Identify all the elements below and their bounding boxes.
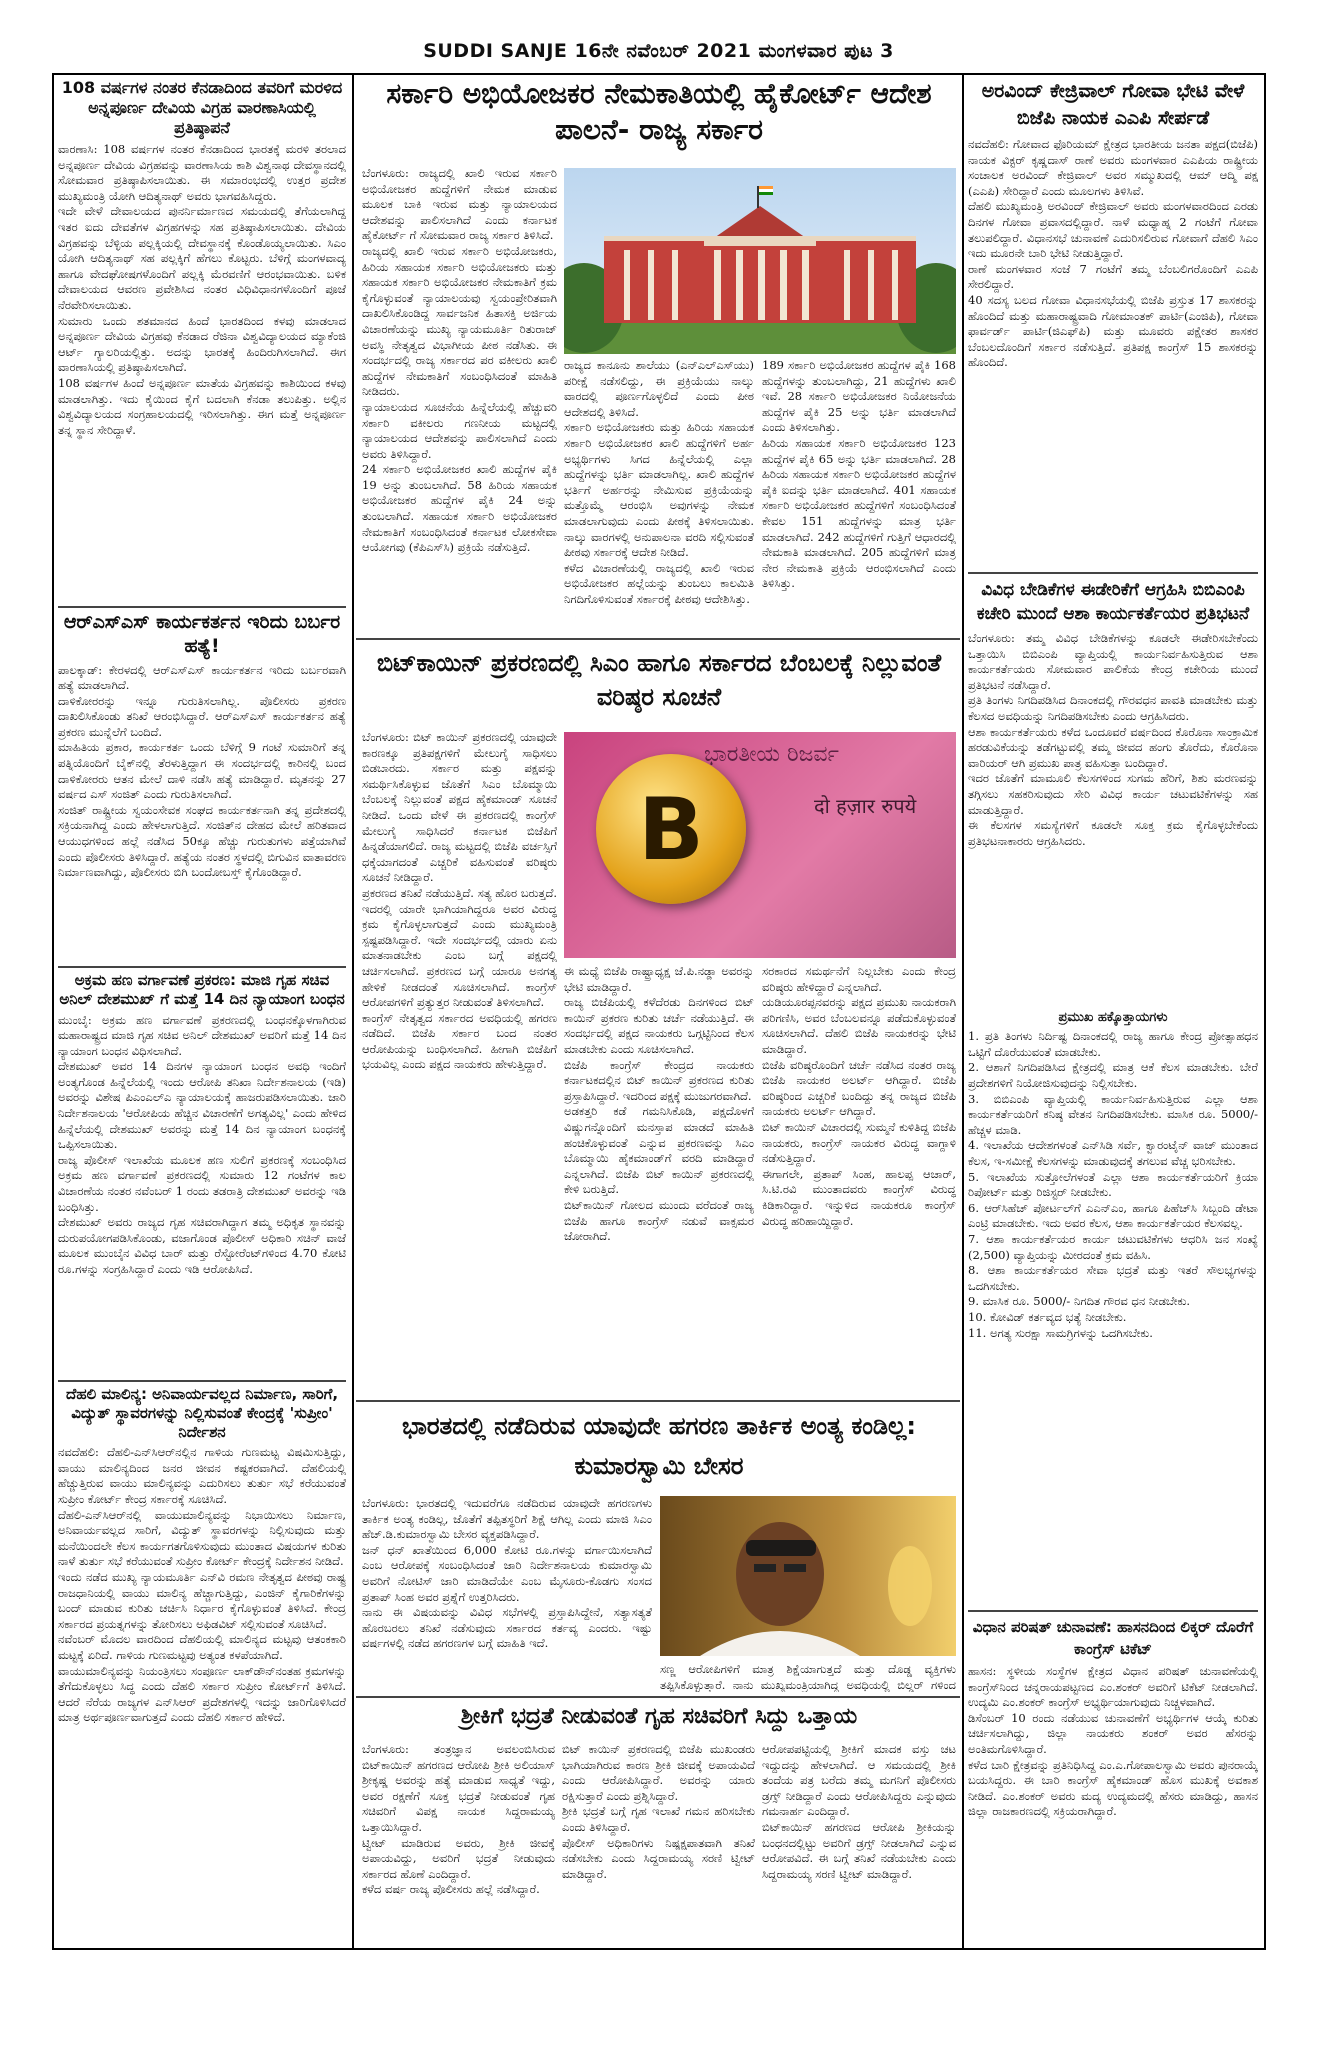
bitcoin-headline-block [362,646,956,714]
body-sriki-col1: ಬೆಂಗಳೂರು: ತಂತ್ರಜ್ಞಾನ ಅವಲಂಬಿಸಿರುವ ಬಿಟ್‌ಕಾಯಿನ್ ಹಗರಣದ ಆರೋಪಿ ಶ್ರೀಕಿ ಅಲಿಯಾಸ್ ಶ್ರೀಕೃಷ್ಣ ಅವರನ್ನು ಹತ್ಯೆ ಮಾಡುವ ಸಾಧ್ಯತೆ ಇದ್ದು, ಅವರ ರಕ್ಷಣೆಗೆ ಸೂಕ್ತ ಭದ್ರತೆ ನೀಡುವಂತೆ ಗೃಹ ಸಚಿವರಿಗೆ ವಿಪಕ್ಷ ನಾಯಕ ಸಿದ್ದರಾಮಯ್ಯ ಒತ್ತಾಯಿಸಿದ್ದಾರೆ. ಟ್ವೀಟ್ ಮಾಡಿರುವ ಅವರು, ಶ್ರೀಕಿ ಜೀವಕ್ಕೆ ಅಪಾಯವಿದ್ದು, ಅವರಿಗೆ ಭದ್ರತೆ ನೀಡುವುದು ಸರ್ಕಾರದ ಹೊಣೆ ಎಂದಿದ್ದಾರೆ. ಕಳೆದ ವರ್ಷ ರಾಜ್ಯ ಪೊಲೀಸರು ಹಲ್ಲೆ ನಡೆಸಿದ್ದಾರೆ. [362,1742,555,1897]
right-article-council [968,1616,1258,1934]
masthead-title: SUDDI SANJE 16ನೇ ನವೆಂಬರ್ 2021 ಮಂಗಳವಾರ ಪುಟ 3 [423,40,894,62]
headline-rss: ಆರ್‌ಎಸ್‌ಎಸ್ ಕಾರ್ಯಕರ್ತನ ಇರಿದು ಬರ್ಬರ ಹತ್ಯೆ! [63,611,341,657]
asha-demands-list: 1. ಪ್ರತಿ ತಿಂಗಳು ನಿರ್ದಿಷ್ಟ ದಿನಾಂಕದಲ್ಲಿ ರಾಜ್ಯ ಹಾಗೂ ಕೇಂದ್ರ ಪ್ರೋತ್ಸಾಹಧನ ಒಟ್ಟಿಗೆ ದೊರೆಯುವಂತೆ ಮಾಡಬೇಕು. 2. ಆಶಾಗೆ ನಿಗದಿಪಡಿಸಿದ ಕ್ಷೇತ್ರದಲ್ಲಿ ಮಾತ್ರ ಆಕೆ ಕೆಲಸ ಮಾಡಬೇಕು. ಬೇರೆ ಪ್ರದೇಶಗಳಿಗೆ ನಿಯೋಜಿಸುವುದನ್ನು ನಿಲ್ಲಿಸಬೇಕು. 3. ಬಿಬಿಎಂಪಿ ವ್ಯಾಪ್ತಿಯಲ್ಲಿ ಕಾರ್ಯನಿರ್ವಹಿಸುತ್ತಿರುವ ಎಲ್ಲಾ ಆಶಾ ಕಾರ್ಯಕರ್ತೆಯರಿಗೆ ಕನಿಷ್ಠ ವೇತನ ನಿಗದಿಪಡಿಸಬೇಕು. ಮಾಸಿಕ ರೂ. 5000/- ಹೆಚ್ಚಳ ಮಾಡಿ. 4. ಇಲಾಖೆಯ ಆದೇಶಗಳಂತೆ ಎನ್‌ಸಿಡಿ ಸರ್ವೆ, ಕ್ವಾರಂಟೈನ್ ವಾಚ್ ಮುಂತಾದ ಕೆಲಸ, ಇ-ಸಮೀಕ್ಷೆ ಕೆಲಸಗಳನ್ನು ಮಾಡುವುದಕ್ಕೆ ತಗಲುವ ವೆಚ್ಚ ಭರಿಸಬೇಕು. 5. ಇಲಾಖೆಯ ಸುತ್ತೋಲೆಗಳಂತೆ ಎಲ್ಲಾ ಆಶಾ ಕಾರ್ಯಕರ್ತೆಯರಿಗೆ ಕ್ರಿಯಾ ರಿಪೋರ್ಟ್ ಮತ್ತು ರಿಜಿಸ್ಟರ್ ನೀಡಬೇಕು. 6. ಆರ್‌ಸಿಹೆಚ್ ಪೋರ್ಟಲ್‌ಗೆ ಎಎನ್‌ಎಂ, ಹಾಗೂ ಪಿಹೆಚ್‌ಸಿ ಸಿಬ್ಬಂದಿ ಡೇಟಾ ಎಂಟ್ರಿ ಮಾಡಬೇಕು. ಇದು ಅವರ ಕೆಲಸ, ಆಶಾ ಕಾರ್ಯಕರ್ತೆಯರ ಕೆಲಸವಲ್ಲ. 7. ಆಶಾ ಕಾರ್ಯಕರ್ತೆಯರ ಕಾರ್ಯ ಚಟುವಟಿಕೆಗಳು ಆಧರಿಸಿ ಜನ ಸಂಖ್ಯೆ (2,500) ವ್ಯಾಪ್ತಿಯನ್ನು ಮೀರದಂತೆ ಕ್ರಮ ವಹಿಸಿ. 8. ಆಶಾ ಕಾರ್ಯಕರ್ತೆಯರ ಸೇವಾ ಭದ್ರತೆ ಮತ್ತು ಇತರೆ ಸೌಲಭ್ಯಗಳನ್ನು ಒದಗಿಸಬೇಕು. 9. ಮಾಸಿಕ ರೂ. 5000/- ನಿಗದಿತ ಗೌರವ ಧನ ನೀಡಬೇಕು. 10. ಕೋವಿಡ್ ಕರ್ತವ್ಯದ ಭತ್ಯೆ ನೀಡಬೇಕು. 11. ಅಗತ್ಯ ಸುರಕ್ಷಾ ಸಾಮಗ್ರಿಗಳನ್ನು ಒದಗಿಸಬೇಕು. [968,1029,1258,1340]
high-court-illustration [564,168,956,354]
sriki-headline-block [362,1702,956,1732]
left-column-rule [352,73,354,1948]
center-divider [356,638,960,640]
body-rss: ಪಾಲಕ್ಕಾಡ್: ಕೇರಳದಲ್ಲಿ ಆರ್‌ಎಸ್‌ಎಸ್ ಕಾರ್ಯಕರ್ತನ ಇರಿದು ಬರ್ಬರವಾಗಿ ಹತ್ಯೆ ಮಾಡಲಾಗಿದೆ. ದಾಳಿಕೋರರನ್ನು ಇನ್ನೂ ಗುರುತಿಸಲಾಗಿಲ್ಲ. ಪೊಲೀಸರು ಪ್ರಕರಣ ದಾಖಲಿಸಿಕೊಂಡು ತನಿಖೆ ಆರಂಭಿಸಿದ್ದಾರೆ. ಆರ್‌ಎಸ್‌ಎಸ್ ಕಾರ್ಯಕರ್ತನ ಹತ್ಯೆ ಪ್ರಕರಣ ಮುನ್ನೆಲೆಗೆ ಬಂದಿದೆ. ಮಾಹಿತಿಯ ಪ್ರಕಾರ, ಕಾರ್ಯಕರ್ತ ಒಂದು ಬೆಳಿಗ್ಗೆ 9 ಗಂಟೆ ಸುಮಾರಿಗೆ ತನ್ನ ಪತ್ನಿಯೊಂದಿಗೆ ಬೈಕ್‌ನಲ್ಲಿ ತೆರಳುತ್ತಿದ್ದಾಗ ಈ ಸಂದರ್ಭದಲ್ಲಿ ಕಾರಿನಲ್ಲಿ ಬಂದ ದಾಳಿಕೋರರು ಆತನ ಮೇಲೆ ದಾಳಿ ನಡೆಸಿ ಹತ್ಯೆ ಮಾಡಿದ್ದಾರೆ. ಮೃತನನ್ನು 27 ವರ್ಷದ ಎಸ್ ಸಂಜಿತ್ ಎಂದು ಗುರುತಿಸಲಾಗಿದೆ. ಸಂಜಿತ್ ರಾಷ್ಟ್ರೀಯ ಸ್ವಯಂಸೇವಕ ಸಂಘದ ಕಾರ್ಯಕರ್ತನಾಗಿ ತನ್ನ ಪ್ರದೇಶದಲ್ಲಿ ಸಕ್ರಿಯನಾಗಿದ್ದ ಎಂದು ಹೇಳಲಾಗುತ್ತಿದೆ. ಸಂಜಿತ್‌ನ ದೇಹದ ಮೇಲೆ ಹರಿತವಾದ ಆಯುಧಗಳಿಂದ ಹಲ್ಲೆ ನಡೆಸಿದ 50ಕ್ಕೂ ಹೆಚ್ಚು ಗುರುತುಗಳು ಪತ್ತೆಯಾಗಿವೆ ಎಂದು ಪೊಲೀಸರು ತಿಳಿಸಿದ್ದಾರೆ. ಹತ್ಯೆಯ ನಂತರ ಸ್ಥಳದಲ್ಲಿ ಬಿಗುವಿನ ವಾತಾವರಣ ನಿರ್ಮಾಣವಾಗಿದ್ದು, ಪೊಲೀಸರು ಬಿಗಿ ಬಂದೋಬಸ್ತ್ ಕೈಗೊಂಡಿದ್ದಾರೆ. [58,662,346,880]
body-sriki-col2: ಬಿಟ್ ಕಾಯಿನ್ ಪ್ರಕರಣದಲ್ಲಿ ಬಿಜೆಪಿ ಮುಖಂಡರು ಭಾಗಿಯಾಗಿರುವ ಕಾರಣ ಶ್ರೀಕಿ ಜೀವಕ್ಕೆ ಅಪಾಯವಿದೆ ಎಂದು ಆರೋಪಿಸಿದ್ದಾರೆ. ಅವರನ್ನು ಯಾರು ರಕ್ಷಿಸುತ್ತಾರೆ ಎಂದು ಪ್ರಶ್ನಿಸಿದ್ದಾರೆ. ಶ್ರೀಕಿ ಭದ್ರತೆ ಬಗ್ಗೆ ಗೃಹ ಇಲಾಖೆ ಗಮನ ಹರಿಸಬೇಕು ಎಂದು ತಿಳಿಸಿದ್ದಾರೆ. ಪೊಲೀಸ್ ಅಧಿಕಾರಿಗಳು ನಿಷ್ಪಕ್ಷಪಾತವಾಗಿ ತನಿಖೆ ನಡೆಸಬೇಕು ಎಂದು ಸಿದ್ದರಾಮಯ್ಯ ಸರಣಿ ಟ್ವೀಟ್ ಮಾಡಿದ್ದಾರೆ. [562,1742,755,1881]
body-delhi-pollution: ನವದೆಹಲಿ: ದೆಹಲಿ-ಎನ್‌ಸಿಆರ್‌ನಲ್ಲಿನ ಗಾಳಿಯ ಗುಣಮಟ್ಟ ವಿಷಮಿಸುತ್ತಿದ್ದು, ವಾಯು ಮಾಲಿನ್ಯದಿಂದ ಜನರ ಜೀವನ ಕಷ್ಟಕರವಾಗಿದೆ. ದೆಹಲಿಯಲ್ಲಿ ಹೆಚ್ಚುತ್ತಿರುವ ವಾಯು ಮಾಲಿನ್ಯವನ್ನು ಎದುರಿಸಲು ತುರ್ತು ಸಭೆ ಕರೆಯುವಂತೆ ಸುಪ್ರೀಂ ಕೋರ್ಟ್ ಕೇಂದ್ರ ಸರ್ಕಾರಕ್ಕೆ ಸೂಚಿಸಿದೆ. ದೆಹಲಿ-ಎನ್‌ಸಿಆರ್‌ನಲ್ಲಿ ವಾಯುಮಾಲಿನ್ಯವನ್ನು ನಿಭಾಯಿಸಲು ನಿರ್ಮಾಣ, ಅನಿವಾರ್ಯವಲ್ಲದ ಸಾರಿಗೆ, ವಿದ್ಯುತ್ ಸ್ಥಾವರಗಳನ್ನು ನಿಲ್ಲಿಸುವುದು ಮತ್ತು ಮನೆಯಿಂದಲೇ ಕೆಲಸ ಕಾರ್ಯಗತಗೊಳಿಸುವುದು ಮುಂತಾದ ವಿಷಯಗಳ ಕುರಿತು ನಾಳೆ ತುರ್ತು ಸಭೆ ಕರೆಯುವಂತೆ ಸುಪ್ರೀಂ ಕೋರ್ಟ್ ಕೇಂದ್ರಕ್ಕೆ ನಿರ್ದೇಶನ ನೀಡಿದೆ. ಇಂದು ನಡೆದ ಮುಖ್ಯ ನ್ಯಾಯಮೂರ್ತಿ ಎನ್‌ವಿ ರಮಣ ನೇತೃತ್ವದ ಪೀಠವು ರಾಷ್ಟ್ರ ರಾಜಧಾನಿಯಲ್ಲಿ ವಾಯು ಮಾಲಿನ್ಯ ಹೆಚ್ಚಾಗುತ್ತಿದ್ದು, ಎಂಜಿನ್ ಕೈಗಾರಿಕೆಗಳನ್ನು ಬಂದ್ ಮಾಡುವ ಕುರಿತು ಚರ್ಚಿಸಿ ನಿರ್ಧಾರ ಕೈಗೊಳ್ಳುವಂತೆ ತಿಳಿಸಿದೆ. ಕೇಂದ್ರ ಸರ್ಕಾರದ ಪ್ರಯತ್ನಗಳನ್ನು ತೋರಿಸಲು ಅಫಿಡವಿಟ್ ಸಲ್ಲಿಸುವಂತೆ ಸೂಚಿಸಿದೆ. ನವೆಂಬರ್ ಮೊದಲ ವಾರದಿಂದ ದೆಹಲಿಯಲ್ಲಿ ಮಾಲಿನ್ಯದ ಮಟ್ಟವು ಆತಂಕಕಾರಿ ಮಟ್ಟಕ್ಕೆ ಏರಿದೆ. ಗಾಳಿಯ ಗುಣಮಟ್ಟವು ಅತ್ಯಂತ ಕಳಪೆಯಾಗಿದೆ. ವಾಯುಮಾಲಿನ್ಯವನ್ನು ನಿಯಂತ್ರಿಸಲು ಸಂಪೂರ್ಣ ಲಾಕ್‌ಡೌನ್‌ನಂತಹ ಕ್ರಮಗಳನ್ನು ತೆಗೆದುಕೊಳ್ಳಲು ಸಿದ್ಧ ಎಂದು ದೆಹಲಿ ಸರ್ಕಾರ ಸುಪ್ರೀಂ ಕೋರ್ಟ್‌ಗೆ ತಿಳಿಸಿದೆ. ಆದರೆ ನೆರೆಯ ರಾಜ್ಯಗಳ ಎನ್‌ಸಿಆರ್ ಪ್ರದೇಶಗಳಲ್ಲಿ ಇದನ್ನು ಜಾರಿಗೊಳಿಸಿದರೆ ಮಾತ್ರ ಅರ್ಥಪೂರ್ಣವಾಗುತ್ತದೆ ಎಂದು ದೆಹಲಿ ಸರ್ಕಾರ ಹೇಳಿದೆ. [58,1445,346,1725]
right-divider [968,572,1258,574]
body-prosecutors-col3: 189 ಸರ್ಕಾರಿ ಅಭಿಯೋಜಕರ ಹುದ್ದೆಗಳ ಪೈಕಿ 168 ಹುದ್ದೆಗಳನ್ನು ತುಂಬಲಾಗಿದ್ದು, 21 ಹುದ್ದೆಗಳು ಖಾಲಿ ಇವೆ. 28 ಸರ್ಕಾರಿ ಅಭಿಯೋಜಕರ ನಿಯೋಜನೆಯ ಹುದ್ದೆಗಳ ಪೈಕಿ 25 ಅನ್ನು ಭರ್ತಿ ಮಾಡಲಾಗಿದೆ ಎಂದು ತಿಳಿಸಲಾಗಿತ್ತು. ಹಿರಿಯ ಸಹಾಯಕ ಸರ್ಕಾರಿ ಅಭಿಯೋಜಕರ 123 ಹುದ್ದೆಗಳ ಪೈಕಿ 65 ಅನ್ನು ಭರ್ತಿ ಮಾಡಲಾಗಿದೆ. 28 ಹಿರಿಯ ಸಹಾಯಕ ಸರ್ಕಾರಿ ಅಭಿಯೋಜಕರ ಹುದ್ದೆಗಳ ಪೈಕಿ ಐದನ್ನು ಭರ್ತಿ ಮಾಡಲಾಗಿದೆ. 401 ಸಹಾಯಕ ಸರ್ಕಾರಿ ಅಭಿಯೋಜಕರ ಹುದ್ದೆಗಳಿಗೆ ಸಂಬಂಧಿಸಿದಂತೆ ಕೇವಲ 151 ಹುದ್ದೆಗಳನ್ನು ಮಾತ್ರ ಭರ್ತಿ ಮಾಡಲಾಗಿದೆ. 242 ಹುದ್ದೆಗಳಿಗೆ ಗುತ್ತಿಗೆ ಆಧಾರದಲ್ಲಿ ನೇಮಕಾತಿ ಮಾಡಲಾಗಿದೆ. 205 ಹುದ್ದೆಗಳಿಗೆ ಮಾತ್ರ ನೇರ ನೇಮಕಾತಿ ಪ್ರಕ್ರಿಯೆ ಆರಂಭಿಸಲಾಗಿದೆ ಎಂದು ತಿಳಿಸಿತ್ತು. [762,358,956,591]
right-article-asha [968,578,1258,1577]
bottom-rule [52,1948,1266,1950]
left-article-rss [58,611,346,953]
headline-annapurna: 108 ವರ್ಷಗಳ ನಂತರ ಕೆನಡಾದಿಂದ ತವರಿಗೆ ಮರಳಿದ ಅನ್ನಪೂರ್ಣ ದೇವಿಯ ವಿಗ್ರಹ ವಾರಣಾಸಿಯಲ್ಲಿ ಪ್ರತಿಷ್ಠಾಪನೆ [61,78,343,137]
body-annapurna: ವಾರಣಾಸಿ: 108 ವರ್ಷಗಳ ನಂತರ ಕೆನಡಾದಿಂದ ಭಾರತಕ್ಕೆ ಮರಳಿ ತರಲಾದ ಅನ್ನಪೂರ್ಣ ದೇವಿಯ ವಿಗ್ರಹವನ್ನು ವಾರಣಾಸಿಯ ಕಾಶಿ ವಿಶ್ವನಾಥ ದೇವಸ್ಥಾನದಲ್ಲಿ ಸೋಮವಾರ ಪ್ರತಿಷ್ಠಾಪಿಸಲಾಯಿತು. ಈ ಸಮಾರಂಭದಲ್ಲಿ ಉತ್ತರ ಪ್ರದೇಶ ಮುಖ್ಯಮಂತ್ರಿ ಯೋಗಿ ಆದಿತ್ಯನಾಥ್ ಅವರು ಭಾಗವಹಿಸಿದ್ದರು. ಇದೇ ವೇಳೆ ದೇವಾಲಯದ ಪುನರ್ನಿರ್ಮಾಣದ ಸಮಯದಲ್ಲಿ ತೆಗೆಯಲಾಗಿದ್ದ ಇತರ ಐದು ದೇವತೆಗಳ ವಿಗ್ರಹಗಳನ್ನು ಸಹ ಪ್ರತಿಷ್ಠಾಪಿಸಲಾಯಿತು. ದೇವಿಯ ವಿಗ್ರಹವನ್ನು ಬೆಳ್ಳಿಯ ಪಲ್ಲಕ್ಕಿಯಲ್ಲಿ ದೇವಸ್ಥಾನಕ್ಕೆ ಕೊಂಡೊಯ್ಯಲಾಯಿತು. ಸಿಎಂ ಯೋಗಿ ಆದಿತ್ಯನಾಥ್ ಸಹ ಪಲ್ಲಕ್ಕಿಗೆ ಹೆಗಲು ಕೊಟ್ಟರು. ಬೆಳಿಗ್ಗೆ ಮಂಗಳವಾದ್ಯ ಹಾಗೂ ವೇದಘೋಷಗಳೊಂದಿಗೆ ಪಲ್ಲಕ್ಕಿ ಮೆರವಣಿಗೆ ಆರಂಭವಾಯಿತು. ಬಳಿಕ ದೇವಾಲಯದ ಆವರಣ ಪ್ರವೇಶಿಸಿದ ನಂತರ ವಿಧಿವಿಧಾನಗಳೊಂದಿಗೆ ಪೂಜೆ ನೆರವೇರಿಸಲಾಯಿತು. ಸುಮಾರು ಒಂದು ಶತಮಾನದ ಹಿಂದೆ ಭಾರತದಿಂದ ಕಳವು ಮಾಡಲಾದ ಅನ್ನಪೂರ್ಣ ದೇವಿಯ ವಿಗ್ರಹವು ಕೆನಡಾದ ರೆಜಿನಾ ವಿಶ್ವವಿದ್ಯಾಲಯದ ಮ್ಯಾಕೆಂಜಿ ಆರ್ಟ್ ಗ್ಯಾಲರಿಯಲ್ಲಿತ್ತು. ಅದನ್ನು ಭಾರತಕ್ಕೆ ಹಿಂದಿರುಗಿಸಲಾಗಿದೆ. ಈಗ ವಾರಣಾಸಿಯಲ್ಲಿ ಪ್ರತಿಷ್ಠಾಪಿಸಲಾಗಿದೆ. 108 ವರ್ಷಗಳ ಹಿಂದೆ ಅನ್ನಪೂರ್ಣ ಮಾತೆಯ ವಿಗ್ರಹವನ್ನು ಕಾಶಿಯಿಂದ ಕಳವು ಮಾಡಲಾಗಿತ್ತು. ಇದು ಕೈಯಿಂದ ಕೈಗೆ ಬದಲಾಗಿ ಕೆನಡಾ ತಲುಪಿತ್ತು. ಅಲ್ಲಿನ ವಿಶ್ವವಿದ್ಯಾಲಯದ ಸಂಗ್ರಹಾಲಯದಲ್ಲಿ ಇರಿಸಲಾಗಿತ್ತು. ಈಗ ಮತ್ತೆ ಅನ್ನಪೂರ್ಣ ತನ್ನ ಸ್ಥಾನ ಸೇರಿದ್ದಾಳೆ. [58,142,346,437]
headline-kejriwal: ಅರವಿಂದ್ ಕೇಜ್ರಿವಾಲ್ ಗೋವಾ ಭೇಟಿ ವೇಳೆ ಬಿಜೆಪಿ ನಾಯಕ ಎಎಪಿ ಸೇರ್ಪಡೆ [981,80,1245,129]
right-frame-rule [1264,73,1266,1948]
right-column-rule [962,73,964,1948]
kumaraswamy-portrait [660,1496,956,1656]
asha-demands-title: ಪ್ರಮುಖ ಹಕ್ಕೊತ್ತಾಯಗಳು [1058,1010,1168,1025]
headline-delhi-pollution: ದೆಹಲಿ ಮಾಲಿನ್ಯ: ಅನಿವಾರ್ಯವಲ್ಲದ ನಿರ್ಮಾಣ, ಸಾರಿಗೆ, ವಿದ್ಯುತ್ ಸ್ಥಾವರಗಳನ್ನು ನಿಲ್ಲಿಸುವಂತೆ ಕೇಂದ್ರಕ್ಕೆ 'ಸುಪ್ರೀಂ' ನಿರ್ದೇಶನ [65,1385,339,1441]
body-kumaraswamy-col1: ಬೆಂಗಳೂರು: ಭಾರತದಲ್ಲಿ ಇದುವರೆಗೂ ನಡೆದಿರುವ ಯಾವುದೇ ಹಗರಣಗಳು ತಾರ್ಕಿಕ ಅಂತ್ಯ ಕಂಡಿಲ್ಲ, ಜೊತೆಗೆ ತಪ್ಪಿತಸ್ಥರಿಗೆ ಶಿಕ್ಷೆ ಆಗಿಲ್ಲ ಎಂದು ಮಾಜಿ ಸಿಎಂ ಹೆಚ್.ಡಿ.ಕುಮಾರಸ್ವಾಮಿ ಬೇಸರ ವ್ಯಕ್ತಪಡಿಸಿದ್ದಾರೆ. ಜನ್ ಧನ್ ಖಾತೆಯಿಂದ 6,000 ಕೋಟಿ ರೂ.ಗಳನ್ನು ವರ್ಗಾಯಿಸಲಾಗಿದೆ ಎಂಬ ಆರೋಪಕ್ಕೆ ಸಂಬಂಧಿಸಿದಂತೆ ಜಾರಿ ನಿರ್ದೇಶನಾಲಯ ಕುಮಾರಸ್ವಾಮಿ ಅವರಿಗೆ ನೋಟಿಸ್ ಜಾರಿ ಮಾಡಿದೆಯೇ ಎಂಬ ಮೈಸೂರು-ಕೊಡಗು ಸಂಸದ ಪ್ರತಾಪ್ ಸಿಂಹ ಅವರ ಪ್ರಶ್ನೆಗೆ ಉತ್ತರಿಸಿದರು. ನಾನು ಈ ವಿಷಯವನ್ನು ವಿವಿಧ ಸಭೆಗಳಲ್ಲಿ ಪ್ರಸ್ತಾಪಿಸಿದ್ದೇನೆ, ಸತ್ಯಾಸತ್ಯತೆ ಹೊರಬರಲು ತನಿಖೆ ನಡೆಸುವುದು ಸರ್ಕಾರದ ಕರ್ತವ್ಯ ಎಂದರು. ಇಷ್ಟು ವರ್ಷಗಳಲ್ಲಿ ನಡೆದ ಹಗರಣಗಳ ಬಗ್ಗೆ ಮಾಹಿತಿ ಇದೆ. [362,1496,652,1651]
bitcoin-coin [596,754,746,904]
body-prosecutors-col1: ಬೆಂಗಳೂರು: ರಾಜ್ಯದಲ್ಲಿ ಖಾಲಿ ಇರುವ ಸರ್ಕಾರಿ ಅಭಿಯೋಜಕರ ಹುದ್ದೆಗಳಿಗೆ ನೇಮಕ ಮಾಡುವ ಮೂಲಕ ಬಾಕಿ ಇರುವ ಮತ್ತು ನ್ಯಾಯಾಲಯದ ಆದೇಶವನ್ನು ಪಾಲಿಸಲಾಗಿದೆ ಎಂದು ಕರ್ನಾಟಕ ಹೈಕೋರ್ಟ್ ಗೆ ಸೋಮವಾರ ರಾಜ್ಯ ಸರ್ಕಾರ ತಿಳಿಸಿದೆ. ರಾಜ್ಯದಲ್ಲಿ ಖಾಲಿ ಇರುವ ಸರ್ಕಾರಿ ಅಭಿಯೋಜಕರು, ಹಿರಿಯ ಸಹಾಯಕ ಸರ್ಕಾರಿ ಅಭಿಯೋಜಕರು ಮತ್ತು ಸಹಾಯಕ ಸರ್ಕಾರಿ ಅಭಿಯೋಜಕರ ನೇಮಕಾತಿಗೆ ಕ್ರಮ ಕೈಗೊಳ್ಳುವಂತೆ ನ್ಯಾಯಾಲಯವು ಸ್ವಯಂಪ್ರೇರಿತವಾಗಿ ದಾಖಲಿಸಿಕೊಂಡಿದ್ದ ಸಾರ್ವಜನಿಕ ಹಿತಾಸಕ್ತಿ ಅರ್ಜಿಯ ವಿಚಾರಣೆಯನ್ನು ಮುಖ್ಯ ನ್ಯಾಯಮೂರ್ತಿ ರಿತುರಾಜ್ ಅವಸ್ಥಿ ನೇತೃತ್ವದ ವಿಭಾಗೀಯ ಪೀಠ ನಡೆಸಿತು. ಈ ಸಂದರ್ಭದಲ್ಲಿ ರಾಜ್ಯ ಸರ್ಕಾರದ ಪರ ವಕೀಲರು ಖಾಲಿ ಹುದ್ದೆಗಳ ನೇಮಕಾತಿಗೆ ಸಂಬಂಧಿಸಿದಂತೆ ಮಾಹಿತಿ ನೀಡಿದರು. ನ್ಯಾಯಾಲಯದ ಸೂಚನೆಯ ಹಿನ್ನೆಲೆಯಲ್ಲಿ ಹೆಚ್ಚುವರಿ ಸರ್ಕಾರಿ ವಕೀಲರು ಗಣನೀಯ ಮಟ್ಟದಲ್ಲಿ ನ್ಯಾಯಾಲಯದ ಆದೇಶವನ್ನು ಪಾಲಿಸಲಾಗಿದೆ ಎಂದು ಅವರು ತಿಳಿಸಿದ್ದಾರೆ. 24 ಸರ್ಕಾರಿ ಅಭಿಯೋಜಕರ ಖಾಲಿ ಹುದ್ದೆಗಳ ಪೈಕಿ 19 ಅನ್ನು ತುಂಬಲಾಗಿದೆ. 58 ಹಿರಿಯ ಸಹಾಯಕ ಅಭಿಯೋಜಕರ ಹುದ್ದೆಗಳ ಪೈಕಿ 24 ಅನ್ನು ತುಂಬಲಾಗಿದೆ. ಸಹಾಯಕ ಸರ್ಕಾರಿ ಅಭಿಯೋಜಕರ ನೇಮಕಾತಿಗೆ ಸಂಬಂಧಿಸಿದಂತೆ ಕರ್ನಾಟಕ ಲೋಕಸೇವಾ ಆಯೋಗವು (ಕೆಪಿಎಸ್‌ಸಿ) ಪ್ರಕ್ರಿಯೆ ನಡೆಸುತ್ತಿದೆ. [362,166,557,555]
left-article-deshmukh [58,971,346,1343]
headline-asha-protest: ವಿವಿಧ ಬೇಡಿಕೆಗಳ ಈಡೇರಿಕೆಗೆ ಆಗ್ರಹಿಸಿ ಬಿಬಿಎಂಪಿ ಕಚೇರಿ ಮುಂದೆ ಆಶಾ ಕಾರ್ಯಕರ್ತೆಯರ ಪ್ರತಿಭಟನೆ [976,580,1250,624]
left-divider [58,1380,346,1382]
body-prosecutors-col2: ರಾಜ್ಯದ ಕಾನೂನು ಶಾಲೆಯು (ಎನ್‌ಎಲ್‌ಎಸ್‌ಯು) ಪರೀಕ್ಷೆ ನಡೆಸಲಿದ್ದು, ಈ ಪ್ರಕ್ರಿಯೆಯು ನಾಲ್ಕು ವಾರದಲ್ಲಿ ಪೂರ್ಣಗೊಳ್ಳಲಿದೆ ಎಂದು ಪೀಠ ಆದೇಶದಲ್ಲಿ ತಿಳಿಸಿದೆ. ಸರ್ಕಾರಿ ಅಭಿಯೋಜಕರು ಮತ್ತು ಹಿರಿಯ ಸಹಾಯಕ ಸರ್ಕಾರಿ ಅಭಿಯೋಜಕರ ಖಾಲಿ ಹುದ್ದೆಗಳಿಗೆ ಅರ್ಹ ಅಭ್ಯರ್ಥಿಗಳು ಸಿಗದ ಹಿನ್ನೆಲೆಯಲ್ಲಿ ಎಲ್ಲಾ ಹುದ್ದೆಗಳನ್ನು ಭರ್ತಿ ಮಾಡಲಾಗಿಲ್ಲ. ಖಾಲಿ ಹುದ್ದೆಗಳ ಭರ್ತಿಗೆ ಅರ್ಹರನ್ನು ನೇಮಿಸುವ ಪ್ರಕ್ರಿಯೆಯನ್ನು ಮತ್ತೊಮ್ಮೆ ಆರಂಭಿಸಿ ಅವುಗಳನ್ನು ನೇಮಕ ಮಾಡಲಾಗುವುದು ಎಂದು ಪೀಠಕ್ಕೆ ತಿಳಿಸಲಾಯಿತು. ನಾಲ್ಕು ವಾರಗಳಲ್ಲಿ ಅನುಪಾಲನಾ ವರದಿ ಸಲ್ಲಿಸುವಂತೆ ಪೀಠವು ಸರ್ಕಾರಕ್ಕೆ ಆದೇಶ ನೀಡಿದೆ. ಕಳೆದ ವಿಚಾರಣೆಯಲ್ಲಿ ರಾಜ್ಯದಲ್ಲಿ ಖಾಲಿ ಇರುವ ಅಭಿಯೋಜಕರ ಹಲ್ಲೆಯನ್ನು ತುಂಬಲು ಕಾಲಮಿತಿ ನಿಗದಿಗೊಳಿಸುವಂತೆ ಸರ್ಕಾರಕ್ಕೆ ಪೀಠವು ಆದೇಶಿಸಿತ್ತು. [564,358,754,606]
headline-sriki: ಶ್ರೀಕಿಗೆ ಭದ್ರತೆ ನೀಡುವಂತೆ ಗೃಹ ಸಚಿವರಿಗೆ ಸಿದ್ದು ಒತ್ತಾಯ [460,1704,858,1729]
left-divider [58,606,346,608]
left-article-delhi [58,1385,346,1935]
headline-prosecutors: ಸರ್ಕಾರಿ ಅಭಿಯೋಜಕರ ನೇಮಕಾತಿಯಲ್ಲಿ ಹೈಕೋರ್ಟ್ ಆದೇಶ ಪಾಲನೆ- ರಾಜ್ಯ ಸರ್ಕಾರ [386,77,932,146]
left-divider [58,966,346,968]
body-bitcoin-col2: ಈ ಮಧ್ಯೆ ಬಿಜೆಪಿ ರಾಷ್ಟ್ರಾಧ್ಯಕ್ಷ ಜೆ.ಪಿ.ನಡ್ಡಾ ಅವರನ್ನು ಭೇಟಿ ಮಾಡಿದ್ದಾರೆ. ರಾಜ್ಯ ಬಿಜೆಪಿಯಲ್ಲಿ ಕಳೆದೆರಡು ದಿನಗಳಿಂದ ಬಿಟ್ ಕಾಯಿನ್ ಪ್ರಕರಣ ಕುರಿತು ಚರ್ಚೆ ನಡೆಯುತ್ತಿದೆ. ಈ ಸಂದರ್ಭದಲ್ಲಿ ಪಕ್ಷದ ನಾಯಕರು ಒಗ್ಗಟ್ಟಿನಿಂದ ಕೆಲಸ ಮಾಡಬೇಕು ಎಂದು ಸೂಚಿಸಲಾಗಿದೆ. ಬಿಜೆಪಿ ಕಾಂಗ್ರೆಸ್ ಕೇಂದ್ರದ ನಾಯಕರು ಕರ್ನಾಟಕದಲ್ಲಿನ ಬಿಟ್ ಕಾಯಿನ್ ಪ್ರಕರಣದ ಕುರಿತು ಪ್ರಸ್ತಾಪಿಸಿದ್ದಾರೆ. ಇದರಿಂದ ಪಕ್ಷಕ್ಕೆ ಮುಜುಗರವಾಗಿದೆ. ಅಡಕತ್ತರಿ ಕಡೆ ಗಮನಿಸಿಕೊಡಿ, ಪಕ್ಷದೊಳಗೆ ವಿಷ್ಣುಗನ್ನೊಂದಿಗೆ ಮನಸ್ತಾಪ ಮಾಡದೆ ಮಾಹಿತಿ ಹಂಚಿಕೊಳ್ಳುವಂತೆ ಎನ್ನುವ ಪ್ರಕರಣವನ್ನು ಸಿಎಂ ಬೊಮ್ಮಾಯಿ ಹೈಕಮಾಂಡ್‌ಗೆ ವರದಿ ಮಾಡಿದ್ದಾರೆ ಎನ್ನಲಾಗಿದೆ. ಬಿಜೆಪಿ ಬಿಟ್ ಕಾಯಿನ್ ಪ್ರಕರಣದಲ್ಲಿ ಕೇಳಿ ಬರುತ್ತಿದೆ. ಬಿಟ್‌ಕಾಯಿನ್ ಗೋಲದ ಮುಂದು ವರೆದಂತೆ ರಾಜ್ಯ ಬಿಜೆಪಿ ಹಾಗೂ ಕಾಂಗ್ರೆಸ್ ನಡುವೆ ವಾಕ್ಸಮರ ಜೋರಾಗಿದೆ. [564,964,754,1244]
banknote-text: ಭಾರತೀಯ ರಿಜರ್ವ [704,742,839,767]
headline-bitcoin: ಬಿಟ್‌ಕಾಯಿನ್ ಪ್ರಕರಣದಲ್ಲಿ ಸಿಎಂ ಹಾಗೂ ಸರ್ಕಾರದ ಬೆಂಬಲಕ್ಕೆ ನಿಲ್ಲುವಂತೆ ವರಿಷ್ಠರ ಸೂಚನೆ [376,649,942,711]
body-council-election: ಹಾಸನ: ಸ್ಥಳೀಯ ಸಂಸ್ಥೆಗಳ ಕ್ಷೇತ್ರದ ವಿಧಾನ ಪರಿಷತ್ ಚುನಾವಣೆಯಲ್ಲಿ ಕಾಂಗ್ರೆಸ್‌ನಿಂದ ಚನ್ನರಾಯಪಟ್ಟಣದ ಎಂ.ಶಂಕರ್ ಅವರಿಗೆ ಟಿಕೆಟ್ ನೀಡಲಾಗಿದೆ. ಉದ್ಯಮಿ ಎಂ.ಶಂಕರ್ ಕಾಂಗ್ರೆಸ್ ಅಭ್ಯರ್ಥಿಯಾಗುವುದು ನಿಚ್ಚಳವಾಗಿದೆ. ಡಿಸೆಂಬರ್ 10 ರಂದು ನಡೆಯುವ ಚುನಾವಣೆಗೆ ಅಭ್ಯರ್ಥಿಗಳ ಆಯ್ಕೆ ಕುರಿತು ಚರ್ಚಿಸಲಾಗಿದ್ದು, ಜಿಲ್ಲಾ ನಾಯಕರು ಶಂಕರ್ ಅವರ ಹೆಸರನ್ನು ಅಂತಿಮಗೊಳಿಸಿದ್ದಾರೆ. ಕಳೆದ ಬಾರಿ ಕ್ಷೇತ್ರವನ್ನು ಪ್ರತಿನಿಧಿಸಿದ್ದ ಎಂ.ಎ.ಗೋಪಾಲಸ್ವಾಮಿ ಅವರು ಪುನರಾಯ್ಕೆ ಬಯಸಿದ್ದರು. ಈ ಬಾರಿ ಕಾಂಗ್ರೆಸ್ ಹೈಕಮಾಂಡ್ ಹೊಸ ಮುಖಕ್ಕೆ ಅವಕಾಶ ನೀಡಿದೆ. ಎಂ.ಶಂಕರ್ ಅವರು ಮದ್ಯ ಉದ್ಯಮದಲ್ಲಿ ಹೆಸರು ಮಾಡಿದ್ದು, ಹಾಸನ ಜಿಲ್ಲಾ ರಾಜಕಾರಣದಲ್ಲಿ ಸಕ್ರಿಯರಾಗಿದ್ದಾರೆ. [968,1664,1258,1819]
headline-kumaraswamy: ಭಾರತದಲ್ಲಿ ನಡೆದಿರುವ ಯಾವುದೇ ಹಗರಣ ತಾರ್ಕಿಕ ಅಂತ್ಯ ಕಂಡಿಲ್ಲ: ಕುಮಾರಸ್ವಾಮಿ ಬೇಸರ [401,1412,917,1480]
banknote-text-hindi: दो हज़ार रुपये [814,794,917,818]
body-kejriwal: ನವದೆಹಲಿ: ಗೋವಾದ ಫೊರಿಯಮ್ ಕ್ಷೇತ್ರದ ಭಾರತೀಯ ಜನತಾ ಪಕ್ಷದ(ಬಿಜೆಪಿ) ನಾಯಕ ವಿಕ್ಟರ್ ಕೃಷ್ಣದಾಸ್ ರಾಣೆ ಅವರು ಮಂಗಳವಾರ ಎಎಪಿಯ ರಾಷ್ಟ್ರೀಯ ಸಂಚಾಲಕ ಅರವಿಂದ್ ಕೇಜ್ರಿವಾಲ್ ಅವರ ಸಮ್ಮುಖದಲ್ಲಿ ಆಮ್ ಆದ್ಮಿ ಪಕ್ಷ (ಎಎಪಿ) ಸೇರಿದ್ದಾರೆ ಎಂದು ಮೂಲಗಳು ತಿಳಿಸಿವೆ. ದೆಹಲಿ ಮುಖ್ಯಮಂತ್ರಿ ಅರವಿಂದ್ ಕೇಜ್ರಿವಾಲ್ ಅವರು ಮಂಗಳವಾರದಿಂದ ಎರಡು ದಿನಗಳ ಗೋವಾ ಪ್ರವಾಸದಲ್ಲಿದ್ದಾರೆ. ನಾಳೆ ಮಧ್ಯಾಹ್ನ 2 ಗಂಟೆಗೆ ಗೋವಾ ತಲುಪಲಿದ್ದಾರೆ. ವಿಧಾನಸಭೆ ಚುನಾವಣೆ ಎದುರಿಸಲಿರುವ ಗೋವಾಗೆ ದೆಹಲಿ ಸಿಎಂ ಇದು ಮೂರನೇ ಬಾರಿ ಭೇಟಿ ನೀಡುತ್ತಿದ್ದಾರೆ. ರಾಣೆ ಮಂಗಳವಾರ ಸಂಜೆ 7 ಗಂಟೆಗೆ ತಮ್ಮ ಬೆಂಬಲಿಗರೊಂದಿಗೆ ಎಎಪಿ ಸೇರಲಿದ್ದಾರೆ. 40 ಸದಸ್ಯ ಬಲದ ಗೋವಾ ವಿಧಾನಸಭೆಯಲ್ಲಿ ಬಿಜೆಪಿ ಪ್ರಸ್ತುತ 17 ಶಾಸಕರನ್ನು ಹೊಂದಿದೆ ಮತ್ತು ಮಹಾರಾಷ್ಟ್ರವಾದಿ ಗೋಮಾಂತಕ್ ಪಾರ್ಟಿ(ಎಂಜಿಪಿ), ಗೋವಾ ಫಾರ್ವರ್ಡ್ ಪಾರ್ಟಿ(ಜಿಎಫ್‌ಪಿ) ಮತ್ತು ಮೂವರು ಪಕ್ಷೇತರ ಶಾಸಕರ ಬೆಂಬಲದೊಂದಿಗೆ ಸರ್ಕಾರ ನಡೆಸುತ್ತಿದೆ. ಪ್ರತಿಪಕ್ಷ ಕಾಂಗ್ರೆಸ್ 15 ಶಾಸಕರನ್ನು ಹೊಂದಿದೆ. [968,137,1258,370]
bitcoin-symbol: B [638,780,704,880]
left-article-idol [58,78,346,597]
body-asha-protest: ಬೆಂಗಳೂರು: ತಮ್ಮ ವಿವಿಧ ಬೇಡಿಕೆಗಳನ್ನು ಕೂಡಲೇ ಈಡೇರಿಸಬೇಕೆಂದು ಒತ್ತಾಯಿಸಿ ಬಿಬಿಎಂಪಿ ವ್ಯಾಪ್ತಿಯಲ್ಲಿ ಕಾರ್ಯನಿರ್ವಹಿಸುತ್ತಿರುವ ಆಶಾ ಕಾರ್ಯಕರ್ತೆಯರು ಸೋಮವಾರ ಪಾಲಿಕೆಯ ಕೇಂದ್ರ ಕಚೇರಿಯ ಮುಂದೆ ಪ್ರತಿಭಟನೆ ನಡೆಸಿದ್ದಾರೆ. ಪ್ರತಿ ತಿಂಗಳು ನಿಗದಿಪಡಿಸಿದ ದಿನಾಂಕದಲ್ಲಿ ಗೌರವಧನ ಪಾವತಿ ಮಾಡಬೇಕು ಮತ್ತು ಕೆಲಸದ ಅವಧಿಯನ್ನು ನಿಗದಿಪಡಿಸಬೇಕು ಎಂದು ಆಗ್ರಹಿಸಿದರು. ಆಶಾ ಕಾರ್ಯಕರ್ತೆಯರು ಕಳೆದ ಒಂದೂವರೆ ವರ್ಷದಿಂದ ಕೊರೊನಾ ಸಾಂಕ್ರಾಮಿಕ ಹರಡುವಿಕೆಯನ್ನು ತಡೆಗಟ್ಟುವಲ್ಲಿ ತಮ್ಮ ಜೀವದ ಹಂಗು ತೊರೆದು, ಕೊರೊನಾ ವಾರಿಯರ್ ಆಗಿ ಪ್ರಮುಖ ಪಾತ್ರ ವಹಿಸುತ್ತಾ ಬಂದಿದ್ದಾರೆ. ಇದರ ಜೊತೆಗೆ ಮಾಮೂಲಿ ಕೆಲಸಗಳಿಂದ ಸುಗಮ ಹೆರಿಗೆ, ಶಿಶು ಮರಣವನ್ನು ತಗ್ಗಿಸಲು ಸಹಕರಿಸುವುದು ಸೇರಿ ವಿವಿಧ ಕಾರ್ಯ ಚಟುವಟಿಕೆಗಳನ್ನು ಸಹ ಮಾಡುತ್ತಿದ್ದಾರೆ. ಈ ಕೆಲಸಗಳ ಸಮಸ್ಯೆಗಳಿಗೆ ಕೂಡಲೇ ಸೂಕ್ತ ಕ್ರಮ ಕೈಗೊಳ್ಳಬೇಕೆಂದು ಪ್ರತಿಭಟನಾಕಾರರು ಆಗ್ರಹಿಸಿದರು. [968,631,1258,848]
right-article-kejriwal [968,78,1258,537]
bitcoin-photo [564,732,956,958]
kumaraswamy-photo [660,1496,956,1656]
headline-deshmukh: ಅಕ್ರಮ ಹಣ ವರ್ಗಾವಣೆ ಪ್ರಕರಣ: ಮಾಜಿ ಗೃಹ ಸಚಿವ ಅನಿಲ್ ದೇಶಮುಖ್ ಗೆ ಮತ್ತೆ 14 ದಿನ ನ್ಯಾಯಾಂಗ ಬಂಧನ [59,971,345,1008]
body-deshmukh: ಮುಂಬೈ: ಅಕ್ರಮ ಹಣ ವರ್ಗಾವಣೆ ಪ್ರಕರಣದಲ್ಲಿ ಬಂಧನಕ್ಕೊಳಗಾಗಿರುವ ಮಹಾರಾಷ್ಟ್ರದ ಮಾಜಿ ಗೃಹ ಸಚಿವ ಅನಿಲ್ ದೇಶಮುಖ್ ಅವರಿಗೆ ಮತ್ತೆ 14 ದಿನ ನ್ಯಾಯಾಂಗ ಬಂಧನ ವಿಧಿಸಲಾಗಿದೆ. ದೇಶಮುಖ್ ಅವರ 14 ದಿನಗಳ ನ್ಯಾಯಾಂಗ ಬಂಧನ ಅವಧಿ ಇಂದಿಗೆ ಅಂತ್ಯಗೊಂಡ ಹಿನ್ನೆಲೆಯಲ್ಲಿ ಇಂದು ಆರೋಪಿ ತನಿಖಾ ನಿರ್ದೇಶನಾಲಯ (ಇಡಿ) ಅವರನ್ನು ವಿಶೇಷ ಪಿಎಂಎಲ್‌ಎ ನ್ಯಾಯಾಲಯಕ್ಕೆ ಹಾಜರುಪಡಿಸಲಾಯಿತು. ಜಾರಿ ನಿರ್ದೇಶನಾಲಯ 'ಆರೋಪಿಯ ಹೆಚ್ಚಿನ ವಿಚಾರಣೆಗೆ ಅಗತ್ಯವಿಲ್ಲ' ಎಂದು ಹೇಳಿದ ಹಿನ್ನೆಲೆಯಲ್ಲಿ ದೇಶಮುಖ್ ಅವರನ್ನು ಮತ್ತೆ 14 ದಿನ ನ್ಯಾಯಾಂಗ ಬಂಧನಕ್ಕೆ ಒಪ್ಪಿಸಲಾಯಿತು. ರಾಜ್ಯ ಪೊಲೀಸ್ ಇಲಾಖೆಯ ಮೂಲಕ ಹಣ ಸುಲಿಗೆ ಪ್ರಕರಣಕ್ಕೆ ಸಂಬಂಧಿಸಿದ ಅಕ್ರಮ ಹಣ ವರ್ಗಾವಣೆ ಪ್ರಕರಣದಲ್ಲಿ ಸುಮಾರು 12 ಗಂಟೆಗಳ ಕಾಲ ವಿಚಾರಣೆಯ ನಂತರ ನವೆಂಬರ್ 1 ರಂದು ತಡರಾತ್ರಿ ದೇಶಮುಖ್ ಅವರನ್ನು ಇಡಿ ಬಂಧಿಸಿತ್ತು. ದೇಶಮುಖ್ ಅವರು ರಾಜ್ಯದ ಗೃಹ ಸಚಿವರಾಗಿದ್ದಾಗ ತಮ್ಮ ಅಧಿಕೃತ ಸ್ಥಾನವನ್ನು ದುರುಪಯೋಗಪಡಿಸಿಕೊಂಡು, ವಜಾಗೊಂಡ ಪೊಲೀಸ್ ಅಧಿಕಾರಿ ಸಚಿನ್ ವಾಜೆ ಮೂಲಕ ಮುಂಬೈನ ವಿವಿಧ ಬಾರ್ ಮತ್ತು ರೆಸ್ಟೋರೆಂಟ್‌ಗಳಿಂದ 4.70 ಕೋಟಿ ರೂ.ಗಳನ್ನು ಸಂಗ್ರಹಿಸಿದ್ದಾರೆ ಎಂದು ಇಡಿ ಆರೋಪಿಸಿದೆ. [58,1012,346,1276]
hdk-headline-block [362,1406,956,1486]
body-sriki-col3: ಆರೋಪಪಟ್ಟಿಯಲ್ಲಿ ಶ್ರೀಕಿಗೆ ಮಾದಕ ವಸ್ತು ಚಟ ಇದ್ದುದನ್ನು ಹೇಳಲಾಗಿದೆ. ಆ ಸಮಯದಲ್ಲಿ ಶ್ರೀಕಿ ತಂದೆಯ ಪತ್ರ ಬರೆದು ತಮ್ಮ ಮಗನಿಗೆ ಪೊಲೀಸರು ಡ್ರಗ್ಸ್ ನೀಡಿದ್ದಾರೆ ಎಂದು ಆರೋಪಿಸಿದ್ದರು ಎನ್ನುವುದು ಗಮನಾರ್ಹ ಎಂದಿದ್ದಾರೆ. ಬಿಟ್‌ಕಾಯಿನ್ ಹಗರಣದ ಆರೋಪಿ ಶ್ರೀಕಿಯನ್ನು ಬಂಧನದಲ್ಲಿಟ್ಟು ಅವರಿಗೆ ಡ್ರಗ್ಸ್ ನೀಡಲಾಗಿದೆ ಎನ್ನುವ ಆರೋಪವಿದೆ. ಈ ಬಗ್ಗೆ ತನಿಖೆ ನಡೆಯಬೇಕು ಎಂದು ಸಿದ್ದರಾಮಯ್ಯ ಸರಣಿ ಟ್ವೀಟ್ ಮಾಡಿದ್ದಾರೆ. [762,1742,956,1881]
body-bitcoin-col3: ಸರಕಾರದ ಸಮರ್ಥನೆಗೆ ನಿಲ್ಲಬೇಕು ಎಂದು ಕೇಂದ್ರ ವರಿಷ್ಠರು ಹೇಳಿದ್ದಾರೆ ಎನ್ನಲಾಗಿದೆ. ಯಡಿಯೂರಪ್ಪನವರನ್ನು ಪಕ್ಷದ ಪ್ರಮುಖ ನಾಯಕರಾಗಿ ಪರಿಗಣಿಸಿ, ಅವರ ಬೆಂಬಲವನ್ನೂ ಪಡೆದುಕೊಳ್ಳುವಂತೆ ಸೂಚಿಸಲಾಗಿದೆ. ದೆಹಲಿ ಬಿಜೆಪಿ ನಾಯಕರನ್ನು ಭೇಟಿ ಮಾಡಿದ್ದಾರೆ. ಬಿಜೆಪಿ ವರಿಷ್ಠರೊಂದಿಗೆ ಚರ್ಚೆ ನಡೆಸಿದ ನಂತರ ರಾಜ್ಯ ಬಿಜೆಪಿ ನಾಯಕರ ಅಲರ್ಟ್ ಆಗಿದ್ದಾರೆ. ಬಿಜೆಪಿ ವರಿಷ್ಠರಿಂದ ಎಚ್ಚರಿಕೆ ಬಂದಿದ್ದು ತನ್ನ ರಾಜ್ಯದ ಬಿಜೆಪಿ ನಾಯಕರು ಅಲರ್ಟ್ ಆಗಿದ್ದಾರೆ. ಬಿಟ್ ಕಾಯಿನ್ ವಿಚಾರದಲ್ಲಿ ಸುಮ್ಮನೆ ಕುಳಿತಿದ್ದ ಬಿಜೆಪಿ ನಾಯಕರು, ಕಾಂಗ್ರೆಸ್ ನಾಯಕರ ವಿರುದ್ಧ ವಾಗ್ದಾಳಿ ನಡೆಸುತ್ತಿದ್ದಾರೆ. ಈಗಾಗಲೇ, ಪ್ರತಾಪ್ ಸಿಂಹ, ಹಾಲಪ್ಪ ಆಚಾರ್, ಸಿ.ಟಿ.ರವಿ ಮುಂತಾದವರು ಕಾಂಗ್ರೆಸ್ ವಿರುದ್ಧ ಕಿಡಿಕಾರಿದ್ದಾರೆ. ಇನ್ನುಳಿದ ನಾಯಕರೂ ಕಾಂಗ್ರೆಸ್ ವಿರುದ್ಧ ಹರಿಹಾಯ್ದಿದ್ದಾರೆ. [762,964,956,1228]
center-divider [356,1696,960,1698]
body-bitcoin-col1: ಬೆಂಗಳೂರು: ಬಿಟ್ ಕಾಯಿನ್ ಪ್ರಕರಣದಲ್ಲಿ ಯಾವುದೇ ಕಾರಣಕ್ಕೂ ಪ್ರತಿಪಕ್ಷಗಳಿಗೆ ಮೇಲುಗೈ ಸಾಧಿಸಲು ಬಿಡಬಾರದು. ಸರ್ಕಾರ ಮತ್ತು ಪಕ್ಷವನ್ನು ಸಮರ್ಥಿಸಿಕೊಳ್ಳುವ ಜೊತೆಗೆ ಸಿಎಂ ಬೊಮ್ಮಾಯಿ ಬೆಂಬಲಕ್ಕೆ ನಿಲ್ಲುವಂತೆ ಪಕ್ಷದ ಹೈಕಮಾಂಡ್ ಸೂಚನೆ ನೀಡಿದೆ. ಒಂದು ವೇಳೆ ಈ ಪ್ರಕರಣದಲ್ಲಿ ಕಾಂಗ್ರೆಸ್ ಮೇಲುಗೈ ಸಾಧಿಸಿದರೆ ಕರ್ನಾಟಕ ಬಿಜೆಪಿಗೆ ಹಿನ್ನಡೆಯಾಗಲಿದೆ. ರಾಜ್ಯ ಮಟ್ಟದಲ್ಲಿ ಬಿಜೆಪಿ ವರ್ಚಸ್ಸಿಗೆ ಧಕ್ಕೆಯಾಗದಂತೆ ಎಚ್ಚರಿಕೆ ವಹಿಸುವಂತೆ ವರಿಷ್ಠರು ಸೂಚನೆ ನೀಡಿದ್ದಾರೆ. ಪ್ರಕರಣದ ತನಿಖೆ ನಡೆಯುತ್ತಿದೆ. ಸತ್ಯ ಹೊರ ಬರುತ್ತದೆ. ಇದರಲ್ಲಿ ಯಾರೇ ಭಾಗಿಯಾಗಿದ್ದರೂ ಅವರ ವಿರುದ್ಧ ಕ್ರಮ ಕೈಗೊಳ್ಳಲಾಗುತ್ತದೆ ಎಂದು ಮುಖ್ಯಮಂತ್ರಿ ಸ್ಪಷ್ಟಪಡಿಸಿದ್ದಾರೆ. ಇದೇ ಸಂದರ್ಭದಲ್ಲಿ ಯಾರು ಏನು ಮಾತನಾಡಬೇಕು ಎಂಬ ಬಗ್ಗೆ ಪಕ್ಷದಲ್ಲಿ ಚರ್ಚಿಸಲಾಗಿದೆ. ಪ್ರಕರಣದ ಬಗ್ಗೆ ಯಾರೂ ಅನಗತ್ಯ ಹೇಳಿಕೆ ನೀಡದಂತೆ ಸೂಚಿಸಲಾಗಿದೆ. ಕಾಂಗ್ರೆಸ್ ಆರೋಪಗಳಿಗೆ ಪ್ರತ್ಯುತ್ತರ ನೀಡುವಂತೆ ತಿಳಿಸಲಾಗಿದೆ. ಕಾಂಗ್ರೆಸ್ ನೇತೃತ್ವದ ಸರ್ಕಾರದ ಅವಧಿಯಲ್ಲಿ ಹಗರಣ ನಡೆದಿದೆ. ಬಿಜೆಪಿ ಸರ್ಕಾರ ಬಂದ ನಂತರ ಆರೋಪಿಯನ್ನು ಬಂಧಿಸಲಾಗಿದೆ. ಹೀಗಾಗಿ ಬಿಜೆಪಿಗೆ ಭಯವಿಲ್ಲ ಎಂದು ಪಕ್ಷದ ನಾಯಕರು ಹೇಳುತ್ತಿದ್ದಾರೆ. [362,730,557,1072]
top-rule [52,73,1266,75]
right-divider [968,1610,1258,1612]
top-story-headline [362,76,956,148]
headline-council-election: ವಿಧಾನ ಪರಿಷತ್ ಚುನಾವಣೆ: ಹಾಸನದಿಂದ ಲಿಕ್ಕರ್ ದೊರೆಗೆ ಕಾಂಗ್ರೆಸ್ ಟಿಕೆಟ್ [972,1618,1254,1658]
body-kumaraswamy-col2: ಸಣ್ಣ ಆರೋಪಿಗಳಿಗೆ ಮಾತ್ರ ಶಿಕ್ಷೆಯಾಗುತ್ತದೆ ಮತ್ತು ದೊಡ್ಡ ವ್ಯಕ್ತಿಗಳು ತಪ್ಪಿಸಿಕೊಳ್ಳುತ್ತಾರೆ. ನಾನು ಮುಖ್ಯಮಂತ್ರಿಯಾಗಿದ್ದ ಅವಧಿಯಲ್ಲಿ ಬಿಲ್ಡರ್ ಗಳಿಂದ [660,1662,956,1692]
left-frame-rule [52,73,54,1948]
center-divider [356,1400,960,1402]
high-court-photo [564,168,956,354]
